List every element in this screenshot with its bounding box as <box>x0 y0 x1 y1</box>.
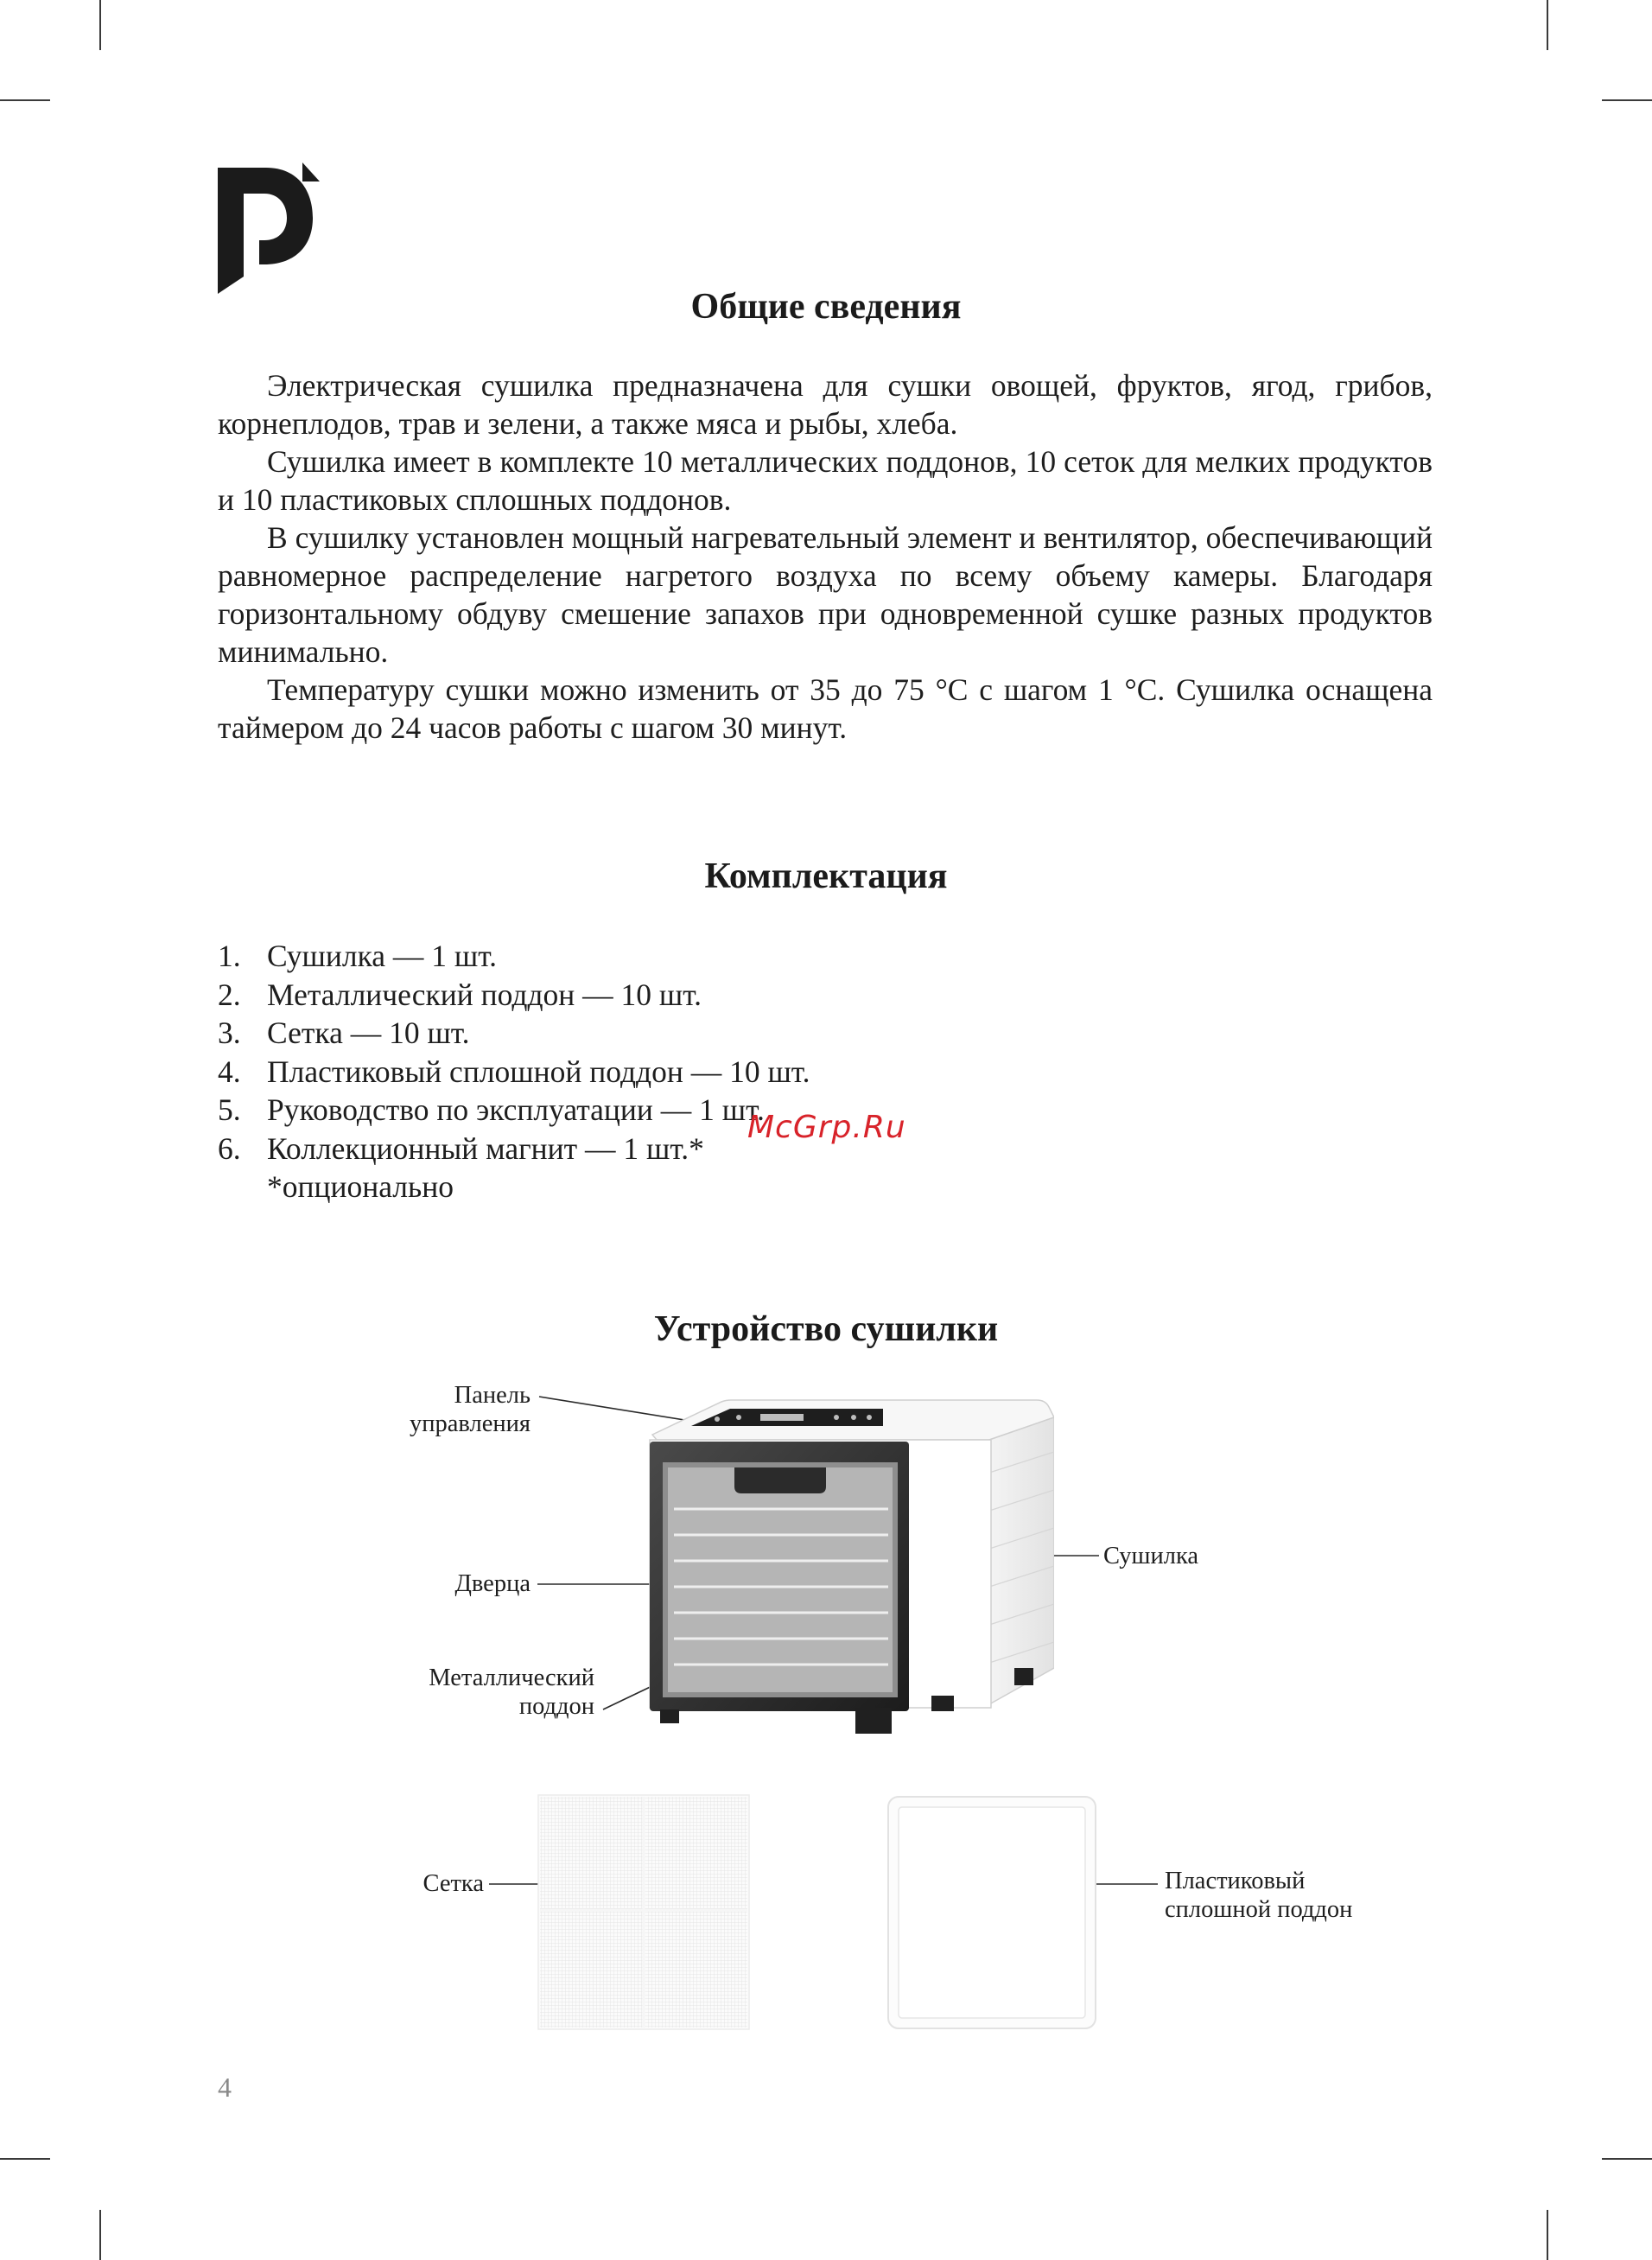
general-info-text <box>218 366 1433 747</box>
paragraph: Электрическая сушилка предназначена для сушки овощей, фруктов, ягод, грибов, корнеплодов, трав и зелени, а также мяса и рыбы, хлеба. <box>218 368 1433 441</box>
item-number: 3. <box>218 1015 241 1050</box>
crop-mark <box>1602 2158 1652 2160</box>
dehydrator-illustration <box>639 1383 1054 1780</box>
item-number: 4. <box>218 1054 241 1089</box>
item-number: 5. <box>218 1092 241 1127</box>
item-text: Коллекционный магнит — 1 шт.* <box>267 1130 704 1166</box>
kit-list <box>218 937 1427 1206</box>
item-text: Пластиковый сплошной поддон — 10 шт. <box>267 1054 810 1089</box>
item-text: Руководство по эксплуатации — 1 шт. <box>267 1092 765 1127</box>
label-door: Дверца <box>454 1570 531 1597</box>
brand-logo-icon <box>216 162 320 296</box>
label-mesh: Сетка <box>423 1870 484 1897</box>
label-control-panel: Панель управления <box>410 1382 531 1437</box>
label-plastic-tray: Пластиковый сплошной поддон <box>1165 1868 1353 1923</box>
item-text: Металлический поддон — 10 шт. <box>267 977 702 1012</box>
crop-mark <box>1547 0 1548 50</box>
paragraph: Температуру сушки можно изменить от 35 до 75 °С с шагом 1 °С. Сушилка оснащена таймером до 24 часов работы с шагом 30 минут. <box>218 672 1433 745</box>
kit-heading: Комплектация <box>704 856 948 896</box>
list-item <box>218 1014 1427 1053</box>
crop-mark <box>1547 2210 1548 2260</box>
paragraph: В сушилку установлен мощный нагревательный элемент и вентилятор, обеспечивающий равномерное распределение нагретого воздуха по всему объему камеры. Благодаря горизонтальному обдуву смешение запахов при одновременной сушке разных продуктов минимально. <box>218 520 1433 669</box>
plastic-tray-illustration <box>886 1795 1097 2030</box>
mesh-sheet-illustration <box>537 1794 750 2030</box>
item-number: 1. <box>218 939 241 973</box>
label-dryer: Сушилка <box>1103 1543 1199 1569</box>
list-item <box>218 976 1427 1015</box>
optional-note: *опционально <box>267 1169 454 1204</box>
label-metal-tray: Металлический поддон <box>429 1665 594 1720</box>
crop-mark <box>0 99 50 101</box>
item-text: Сушилка — 1 шт. <box>267 939 497 973</box>
page-number: 4 <box>218 2072 232 2103</box>
item-number: 6. <box>218 1130 241 1166</box>
crop-mark <box>99 0 101 50</box>
item-number: 2. <box>218 977 241 1012</box>
paragraph: Сушилка имеет в комплекте 10 металлических поддонов, 10 сеток для мелких продуктов и 10 пластиковых сплошных поддонов. <box>218 444 1433 517</box>
watermark: McGrp.Ru <box>747 1110 906 1145</box>
list-item <box>218 1053 1427 1092</box>
crop-mark <box>1602 99 1652 101</box>
device-heading: Устройство сушилки <box>653 1309 999 1349</box>
item-text: Сетка — 10 шт. <box>267 1015 470 1050</box>
crop-mark <box>0 2158 50 2160</box>
crop-mark <box>99 2210 101 2260</box>
general-info-heading: Общие сведения <box>690 287 962 327</box>
list-item <box>218 937 1427 976</box>
